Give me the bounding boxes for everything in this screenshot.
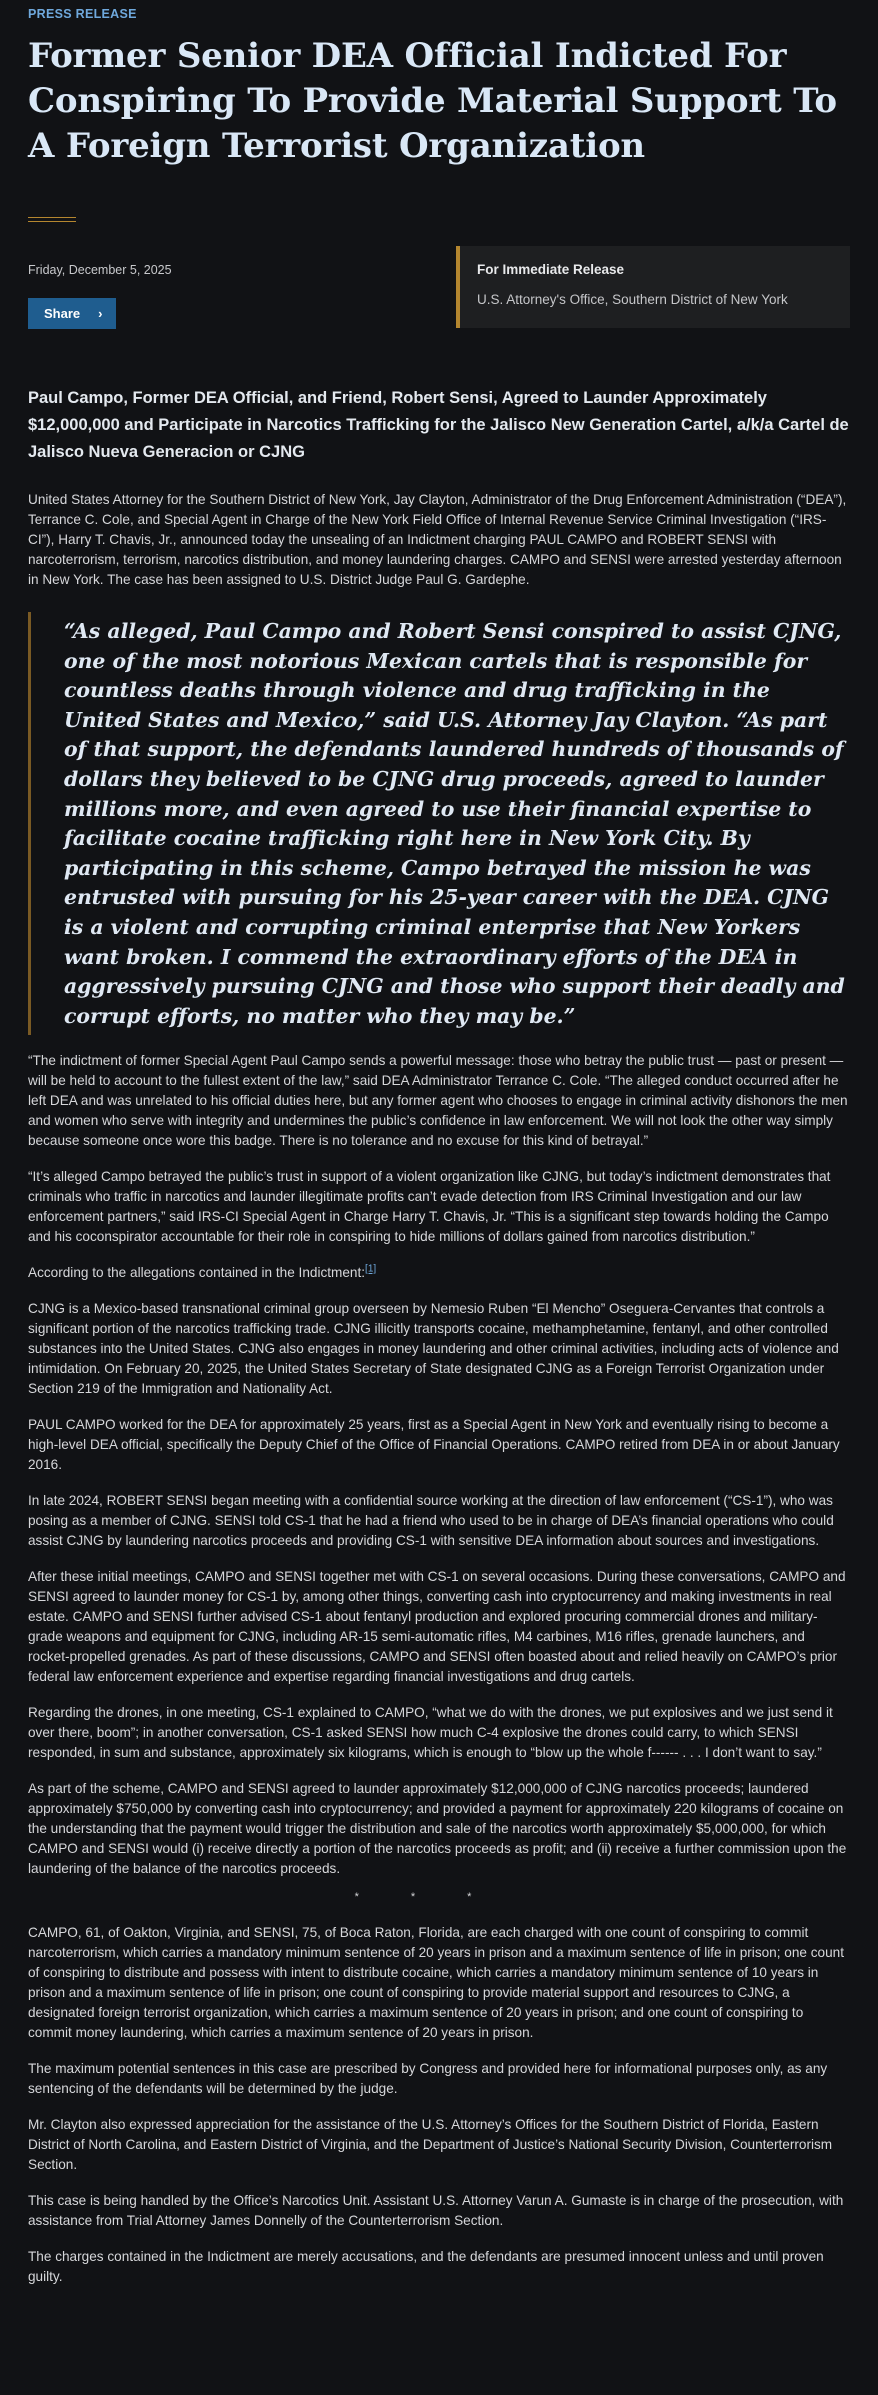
share-button-label: Share — [44, 305, 81, 321]
title-divider — [28, 217, 76, 222]
meta-left — [28, 246, 172, 329]
share-button[interactable] — [28, 298, 116, 329]
paragraph-scheme: As part of the scheme, CAMPO and SENSI agreed to launder approximately $12,000,000 of CJNG narcotics proceeds; laundered approximately $750,000 by converting cash into cryptocurrency; and provided a payment for approximately 220 kilograms of cocaine on the understanding that the payment would trigger the distribution and sale of the narcotics worth approximately $5,000,000, for which CAMPO and SENSI would (i) receive directly a portion of the narcotics proceeds as profit; and (ii) receive a further commission upon the laundering of the balance of the narcotics proceeds. — [28, 1781, 847, 1877]
paragraph-conversations: After these initial meetings, CAMPO and SENSI together met with CS-1 on several occasions. During these conversations, CAMPO and SENSI agreed to launder money for CS-1 by, among other things, converting cash into cryptocurrency and making investments in real estate. CAMPO and SENSI further advised CS-1 about fentanyl production and explored procuring commercial drones and military-grade weapons and equipment for CJNG, including AR-15 semi-automatic rifles, M4 carbines, M16 rifles, grenade launchers, and rocket-propelled grenades. As part of these discussions, CAMPO and SENSI often boasted about and relied heavily on CAMPO’s prior federal law enforcement experience and expertise regarding financial investigations and drug cartels. — [28, 1569, 846, 1685]
release-office: U.S. Attorney's Office, Southern District of New York — [477, 292, 788, 307]
release-info-box — [456, 246, 850, 328]
page-title: Former Senior DEA Official Indicted For Conspiring To Provide Material Support To A Foreign Terrorist Organization — [28, 36, 837, 166]
release-type: For Immediate Release — [477, 262, 625, 277]
paragraph-presumption: The charges contained in the Indictment are merely accusations, and the defendants are presumed innocent unless and until proven guilty. — [28, 2249, 824, 2285]
paragraph-irs-statement: “It’s alleged Campo betrayed the public’s trust in support of a violent organization like CJNG, but today’s indictment demonstrates that criminals who traffic in narcotics and launder illegitimate profits can’t evade detection from IRS Criminal Investigation and our law enforcement partners,” said IRS-CI Special Agent in Charge Harry T. Chavis, Jr. “This is a significant step towards holding the Campo and his coconspirator accountable for their role in conspiring to hide millions of dollars gained from narcotics distribution.” — [28, 1169, 831, 1245]
article-subheading: Paul Campo, Former DEA Official, and Friend, Robert Sensi, Agreed to Launder Approximately $12,000,000 and Participate in Narcotics Trafficking for the Jalisco New Generation Cartel, a/k/a Cartel de Jalisco Nueva Generacion or CJNG — [28, 389, 849, 461]
paragraph-allegations-intro — [28, 1263, 850, 1283]
paragraph-appreciation: Mr. Clayton also expressed appreciation for the assistance of the U.S. Attorney’s Offices for the Southern District of Florida, Eastern District of North Carolina, and Eastern District of Virginia, and the Department of Justice’s National Security Division, Counterterrorism Section. — [28, 2117, 833, 2173]
paragraph-charges: CAMPO, 61, of Oakton, Virginia, and SENSI, 75, of Boca Raton, Florida, are each charged with one count of conspiring to commit narcoterrorism, which carries a mandatory minimum sentence of 20 years in prison and a maximum sentence of life in prison; one count of conspiring to distribute and possess with intent to distribute cocaine, which carries a mandatory minimum sentence of 10 years in prison and a maximum sentence of life in prison; one count of conspiring to provide material support and resources to CJNG, a designated foreign terrorist organization, which carries a maximum sentence of 20 years in prison; and one count of conspiring to commit money laundering, which carries a maximum sentence of 20 years in prison. — [28, 1925, 844, 2041]
paragraph-cjng: CJNG is a Mexico-based transnational criminal group overseen by Nemesio Ruben “El Mencho” Oseguera-Cervantes that controls a significant portion of the narcotics trafficking trade. CJNG illicitly transports cocaine, methamphetamine, fentanyl, and other controlled substances into the United States. CJNG also engages in money laundering and other criminal activities, including acts of violence and intimidation. On February 20, 2025, the United States Secretary of State designated CJNG as a Foreign Terrorist Organization under Section 219 of the Immigration and Nationality Act. — [28, 1301, 839, 1397]
footnote-link[interactable]: [1] — [365, 1263, 377, 1275]
release-meta — [28, 246, 850, 329]
release-date: Friday, December 5, 2025 — [28, 263, 172, 277]
paragraph-dea-statement: “The indictment of former Special Agent Paul Campo sends a powerful message: those who betray the public trust — past or present — will be held to account to the fullest extent of the law,” said DEA Administrator Terrance C. Cole. “The alleged conduct occurred after he left DEA and was unrelated to his official duties here, but any former agent who chooses to engage in criminal activity dishonors the men and women who serve with integrity and undermines the public’s confidence in law enforcement. We will not look the other way simply because someone once wore this badge. There is no tolerance and no excuse for this kind of betrayal.” — [28, 1053, 848, 1149]
paragraph-campo-background: PAUL CAMPO worked for the DEA for approximately 25 years, first as a Special Agent in New York and eventually rising to become a high-level DEA official, specifically the Deputy Chief of the Office of Financial Operations. CAMPO retired from DEA in or about January 2016. — [28, 1417, 840, 1473]
paragraph-intro: United States Attorney for the Southern District of New York, Jay Clayton, Administrator of the Drug Enforcement Administration (“DEA”), Terrance C. Cole, and Special Agent in Charge of the New York Field Office of Internal Revenue Service Criminal Investigation (“IRS-CI”), Harry T. Chavis, Jr., announced today the unsealing of an Indictment charging PAUL CAMPO and ROBERT SENSI with narcoterrorism, terrorism, narcotics distribution, and money laundering charges. CAMPO and SENSI were arrested yesterday afternoon in New York. The case has been assigned to U.S. District Judge Paul G. Gardephe. — [28, 492, 847, 587]
paragraph-prosecution: This case is being handled by the Office’s Narcotics Unit. Assistant U.S. Attorney Varun A. Gumaste is in charge of the prosecution, with assistance from Trial Attorney James Donnelly of the Counterterrorism Section. — [28, 2193, 844, 2229]
press-release-label: PRESS RELEASE — [28, 7, 137, 21]
chevron-right-icon: › — [98, 305, 103, 321]
allegations-intro-text: According to the allegations contained in the Indictment: — [28, 1265, 366, 1281]
paragraph-sentencing-note: The maximum potential sentences in this case are prescribed by Congress and provided here for informational purposes only, as any sentencing of the defendants will be determined by the judge. — [28, 2061, 828, 2097]
section-separator: *** — [354, 1891, 524, 1904]
paragraph-sensi-meetings: In late 2024, ROBERT SENSI began meeting with a confidential source working at the direction of law enforcement (“CS-1”), who was posing as a member of CJNG. SENSI told CS-1 that he had a friend who used to be in charge of DEA’s financial operations who could assist CJNG by laundering narcotics proceeds and providing CS-1 with sensitive DEA information about sources and investigations. — [28, 1493, 834, 1549]
paragraph-drones: Regarding the drones, in one meeting, CS-1 explained to CAMPO, “what we do with the drones, we put explosives and we just send it over there, boom”; in another conversation, CS-1 asked SENSI how much C-4 explosive the drones could carry, to which SENSI responded, in sum and substance, approximately six kilograms, which is enough to “blow up the whole f------ . . . I don’t want to say.” — [28, 1705, 833, 1761]
pull-quote: “As alleged, Paul Campo and Robert Sensi conspired to assist CJNG, one of the most notorious Mexican cartels that is responsible for countless deaths through violence and drug trafficking in the United States and Mexico,” said U.S. Attorney Jay Clayton. “As part of that support, the defendants laundered hundreds of thousands of dollars they believed to be CJNG drug proceeds, agreed to launder millions more, and even agreed to use their financial expertise to facilitate cocaine trafficking right here in New York City. By participating in this scheme, Campo betrayed the mission he was entrusted with pursuing for his 25-year career with the DEA. CJNG is a violent and corrupting criminal enterprise that New Yorkers want broken. I commend the extraordinary efforts of the DEA in aggressively pursuing CJNG and those who support their deadly and corrupt efforts, no matter who they may be.” — [28, 612, 850, 1035]
